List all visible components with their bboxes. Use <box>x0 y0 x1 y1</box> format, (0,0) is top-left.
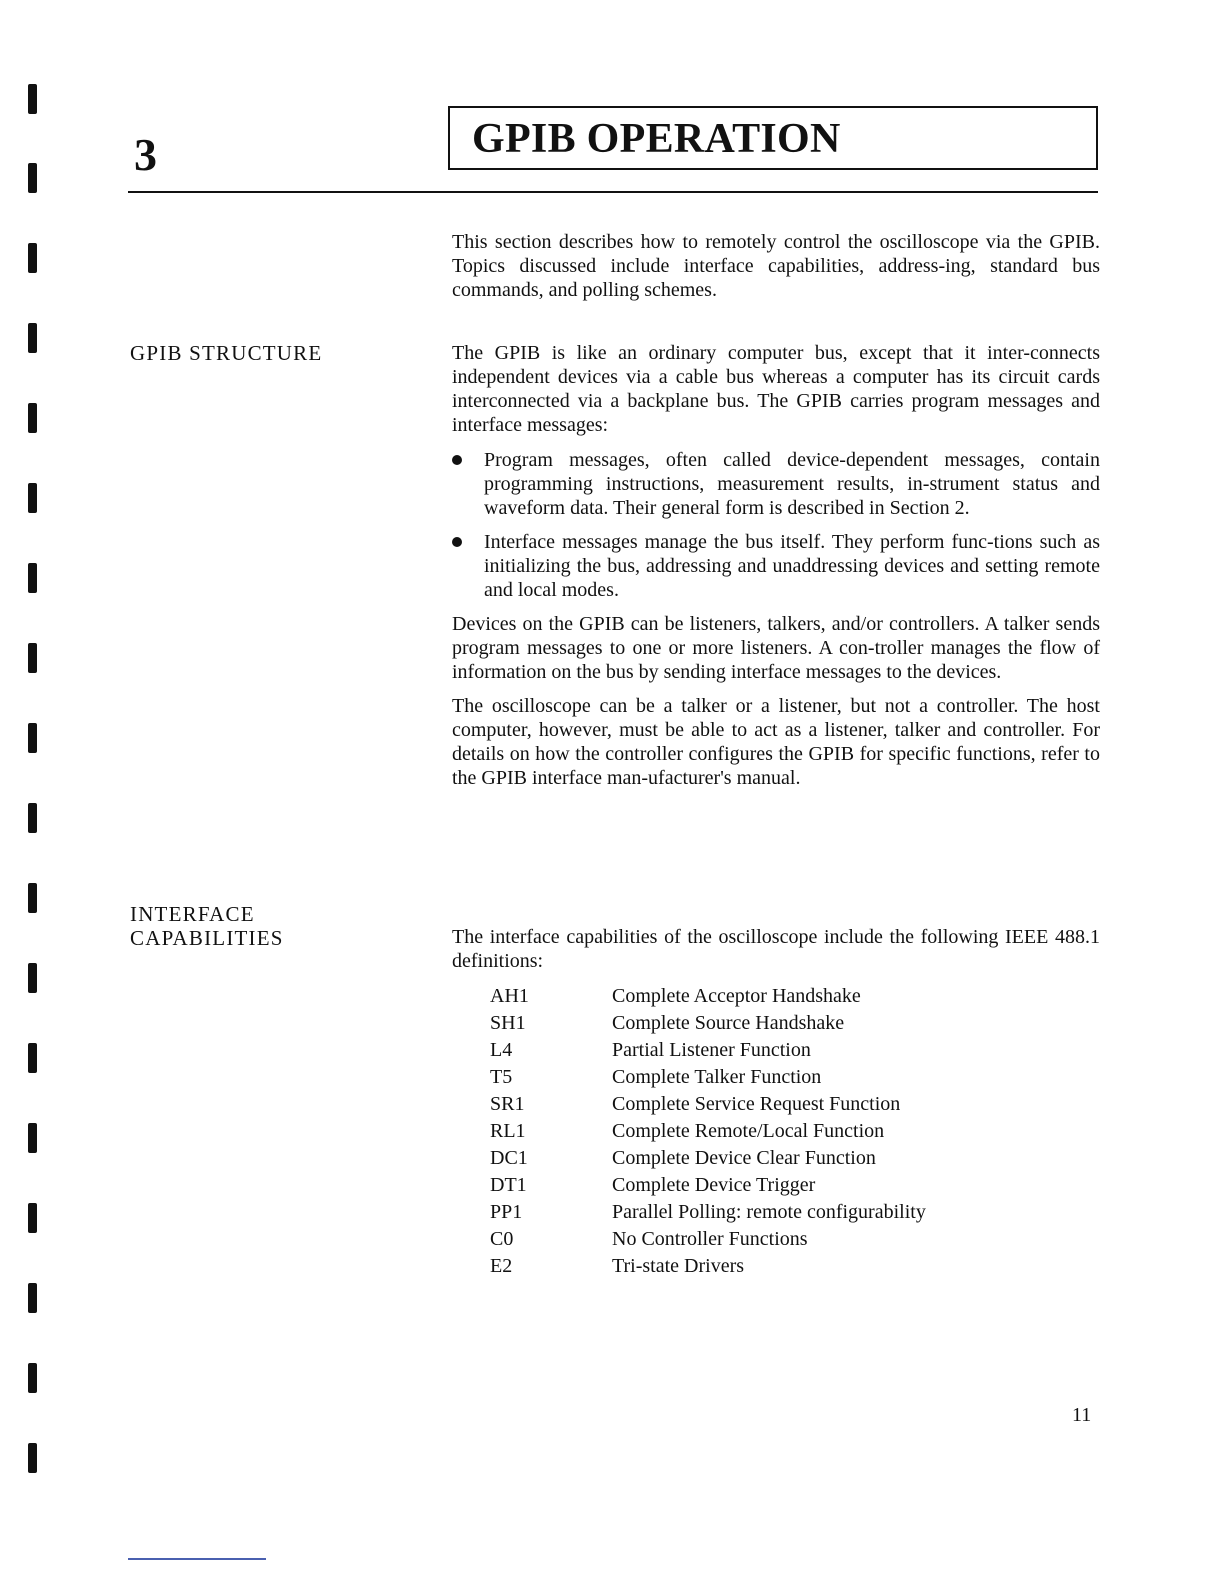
capability-code: AH1 <box>490 985 529 1007</box>
capability-code: E2 <box>490 1255 513 1277</box>
table-row <box>490 1255 926 1282</box>
capability-code: RL1 <box>490 1120 526 1142</box>
heading-line: INTERFACE <box>130 902 255 926</box>
devices-paragraph: Devices on the GPIB can be listeners, talkers, and/or controllers. A talker sends program messages to one or more listeners. A con-troller manages the flow of information on the bus by sending interface messages to the devices. <box>452 613 1100 683</box>
table-row <box>490 1120 926 1147</box>
bullet-icon <box>452 537 462 547</box>
binder-mark <box>28 163 37 193</box>
capabilities-table <box>490 985 926 1282</box>
capability-description: Parallel Polling: remote configurability <box>612 1201 926 1223</box>
capability-code: L4 <box>490 1039 513 1061</box>
binder-mark <box>28 1203 37 1233</box>
capability-code: PP1 <box>490 1201 523 1223</box>
bullet-icon <box>452 455 462 465</box>
gpib-structure-paragraph: The GPIB is like an ordinary computer bus, except that it inter-connects independent devices via a cable bus whereas a computer has its circuit cards interconnected via a backplane bus. The GPIB carries program messages and interface messages: <box>452 342 1100 436</box>
capability-description: Complete Remote/Local Function <box>612 1120 885 1142</box>
capability-code: DC1 <box>490 1147 528 1169</box>
binder-mark <box>28 243 37 273</box>
binder-mark <box>28 643 37 673</box>
capabilities-intro: The interface capabilities of the oscilloscope include the following IEEE 488.1 definitions: <box>452 926 1100 972</box>
binder-mark <box>28 483 37 513</box>
capability-code: SR1 <box>490 1093 525 1115</box>
binder-mark <box>28 84 37 114</box>
footer-line <box>128 1558 266 1560</box>
table-row <box>490 1228 926 1255</box>
capability-description: Complete Device Clear Function <box>612 1147 876 1169</box>
binder-mark <box>28 563 37 593</box>
table-row <box>490 1066 926 1093</box>
table-row <box>490 985 926 1012</box>
binder-mark <box>28 1283 37 1313</box>
header-rule <box>128 191 1098 193</box>
binder-mark <box>28 723 37 753</box>
capability-description: No Controller Functions <box>612 1228 808 1250</box>
interface-capabilities-body <box>452 925 1100 973</box>
capability-code: C0 <box>490 1228 514 1250</box>
binder-mark <box>28 1363 37 1393</box>
bullet-text: Program messages, often called device-dependent messages, contain programming instructions, measurement results, in-strument status and waveform data. Their general form is described in Section 2. <box>484 449 1100 519</box>
binder-mark <box>28 1123 37 1153</box>
capability-description: Complete Talker Function <box>612 1066 822 1088</box>
table-row <box>490 1039 926 1066</box>
capability-description: Complete Service Request Function <box>612 1093 901 1115</box>
capability-description: Partial Listener Function <box>612 1039 811 1061</box>
capability-description: Complete Source Handshake <box>612 1012 845 1034</box>
binder-mark <box>28 403 37 433</box>
list-item <box>452 530 1100 602</box>
chapter-number: 3 <box>134 129 157 180</box>
page-number: 11 <box>1072 1404 1092 1426</box>
table-row <box>490 1174 926 1201</box>
message-types-list <box>452 448 1100 602</box>
binder-mark <box>28 803 37 833</box>
interface-capabilities-heading <box>130 902 284 950</box>
table-row <box>490 1012 926 1039</box>
table-row <box>490 1201 926 1228</box>
heading-line: CAPABILITIES <box>130 926 284 950</box>
list-item <box>452 448 1100 520</box>
binder-mark <box>28 323 37 353</box>
gpib-structure-heading: GPIB STRUCTURE <box>130 341 323 365</box>
chapter-title-box <box>448 106 1098 170</box>
binder-mark <box>28 1043 37 1073</box>
bullet-text: Interface messages manage the bus itself. They perform func-tions such as initializing the bus, addressing and unaddressing devices and setting remote and local modes. <box>484 531 1100 601</box>
gpib-structure-body <box>452 341 1100 790</box>
oscilloscope-role-paragraph: The oscilloscope can be a talker or a listener, but not a controller. The host computer, however, must be able to act as a listener, talker and controller. For details on how the controller configures the GPIB for specific functions, refer to the GPIB interface man-ufacturer's manual. <box>452 695 1100 789</box>
capability-description: Complete Device Trigger <box>612 1174 816 1196</box>
intro-paragraph: This section describes how to remotely control the oscilloscope via the GPIB. Topics discussed include interface capabilities, address-ing, standard bus commands, and polling schemes. <box>452 231 1100 301</box>
capability-code: T5 <box>490 1066 513 1088</box>
binder-mark <box>28 1443 37 1473</box>
table-row <box>490 1093 926 1120</box>
chapter-title: GPIB OPERATION <box>472 116 841 162</box>
capability-code: SH1 <box>490 1012 526 1034</box>
intro-section <box>452 230 1100 302</box>
table-row <box>490 1147 926 1174</box>
binder-mark <box>28 963 37 993</box>
capability-description: Complete Acceptor Handshake <box>612 985 861 1007</box>
capability-description: Tri-state Drivers <box>612 1255 745 1277</box>
binder-mark <box>28 883 37 913</box>
capability-code: DT1 <box>490 1174 527 1196</box>
